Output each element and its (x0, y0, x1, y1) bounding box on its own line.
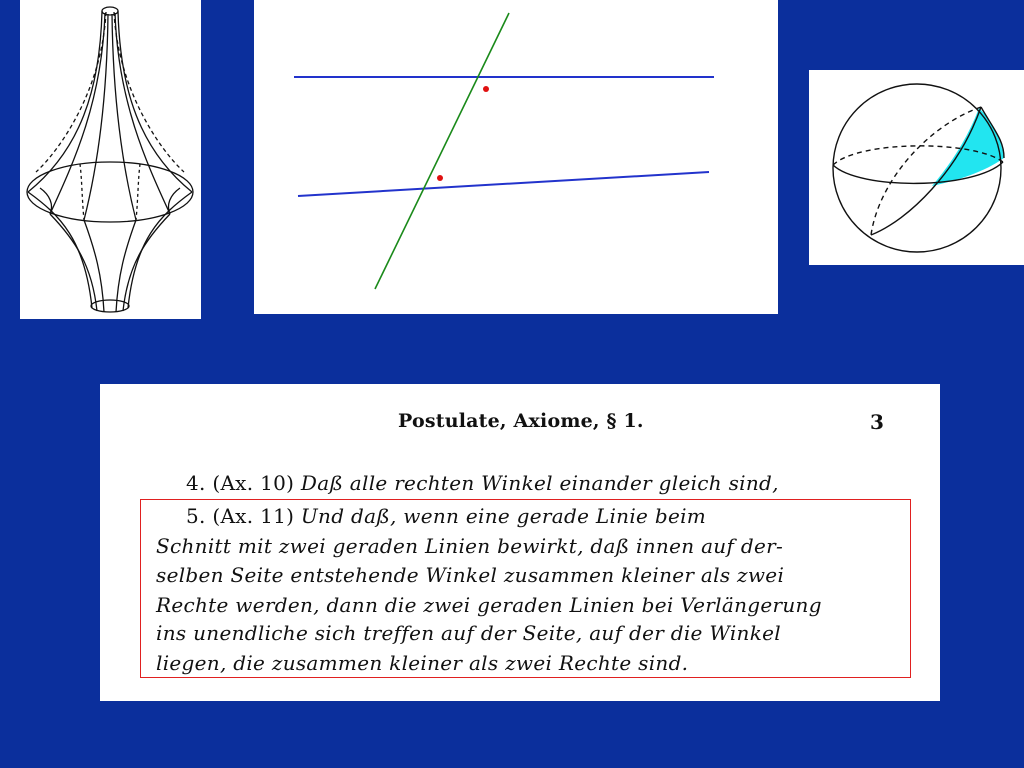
shaded-lune (932, 108, 1004, 186)
axiom-5-line-2: Schnitt mit zwei geraden Linien bewirkt, daß innen auf der- (156, 534, 784, 558)
axiom-4 (186, 471, 779, 495)
axiom-5-text-1: Und daß, wenn eine gerade Linie beim (300, 504, 707, 528)
axiom-5-line-5: ins unendliche sich treffen auf der Seite, auf der die Winkel (156, 621, 781, 645)
sphere-figure (809, 70, 1024, 265)
excerpt-title: Postulate, Axiome, § 1. (398, 410, 644, 432)
pseudosphere-figure (20, 0, 201, 319)
axiom-5-line-6: liegen, die zusammen kleiner als zwei Rechte sind. (156, 651, 689, 675)
axiom-4-number: 4. (Ax. 10) (186, 471, 295, 495)
axiom-5-line-3: selben Seite entstehende Winkel zusammen kleiner als zwei (156, 563, 785, 587)
lower-line (298, 172, 709, 196)
page-number: 3 (870, 410, 884, 434)
transversal-diagram-icon (254, 0, 778, 314)
transversal-line (375, 13, 509, 289)
axiom-5-number: 5. (Ax. 11) (186, 504, 295, 528)
angle-marker-upper (483, 86, 489, 92)
parallel-lines-figure (254, 0, 778, 314)
pseudosphere-wireframe-icon (20, 0, 201, 319)
sphere-lune-icon (809, 70, 1024, 265)
angle-marker-lower (437, 175, 443, 181)
axiom-5-line-4: Rechte werden, dann die zwei geraden Linien bei Verlängerung (156, 593, 822, 617)
axiom-5-highlight-box (140, 499, 911, 678)
axiom-4-text: Daß alle rechten Winkel einander gleich sind, (300, 471, 779, 495)
axiom-excerpt (100, 384, 940, 701)
